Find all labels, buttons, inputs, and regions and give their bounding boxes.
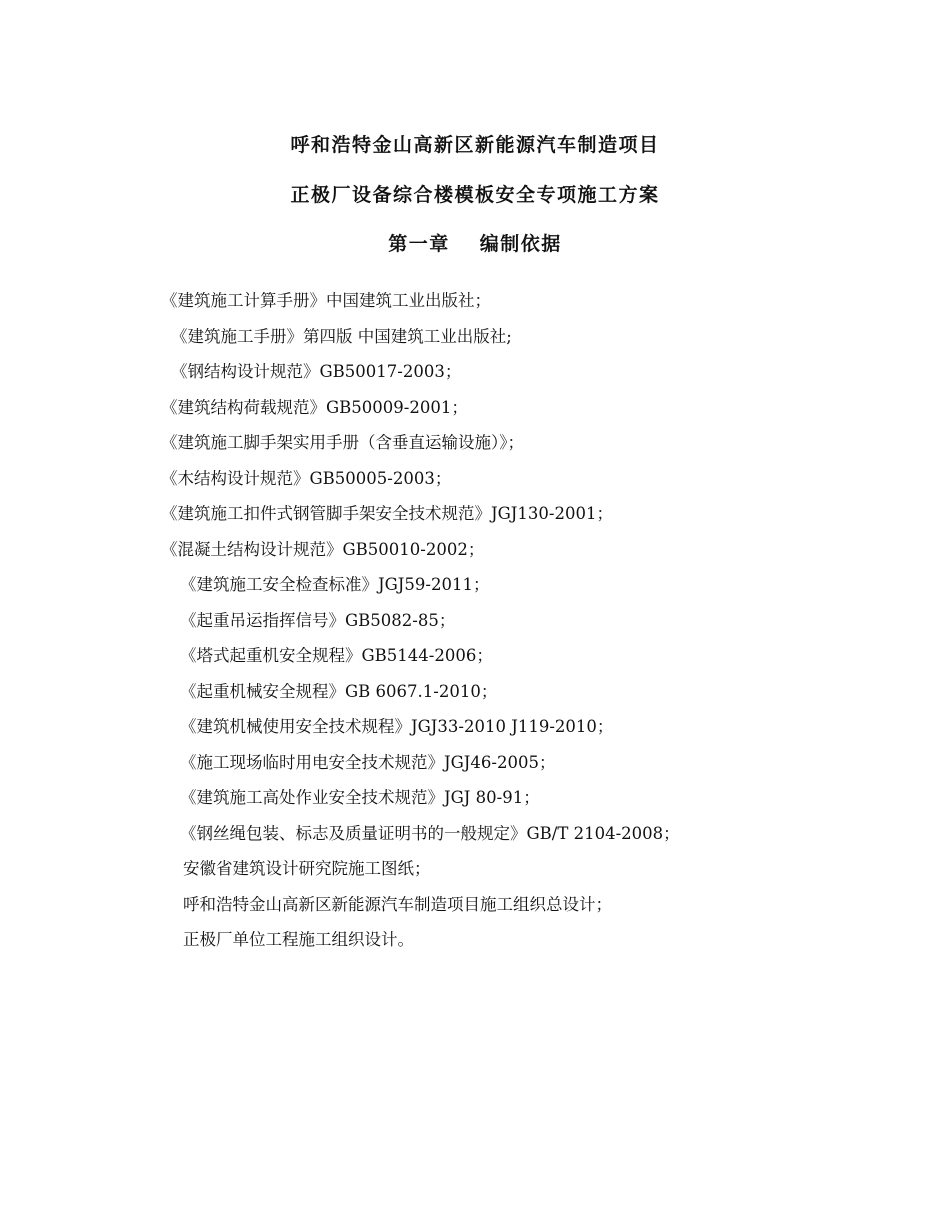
reference-item: 《起重吊运指挥信号》GB5082-85； [180,610,456,630]
chapter-number: 第一章 [388,233,450,255]
reference-item: 《建筑施工扣件式钢管脚手架安全技术规范》JGJ130-2001； [161,504,613,523]
reference-item: 《建筑机械使用安全技术规程》JGJ33-2010 J119-2010； [180,717,614,736]
reference-item: 《混凝土结构设计规范》GB50010-2002； [161,539,485,559]
reference-item: 《施工现场临时用电安全技术规范》JGJ46-2005； [180,752,556,772]
reference-item: 《建筑结构荷载规范》GB50009-2001； [161,397,468,417]
reference-item: 《塔式起重机安全规程》GB5144-2006； [180,646,493,665]
reference-item: 《建筑施工脚手架实用手册（含垂直运输设施）》； [161,433,524,452]
reference-item: 《钢结构设计规范》GB50017-2003； [171,362,462,381]
reference-item: 《起重机械安全规程》GB 6067.1-2010； [180,681,498,701]
chapter-heading [0,229,950,256]
reference-item: 安徽省建筑设计研究院施工图纸； [183,859,431,878]
reference-item: 呼和浩特金山高新区新能源汽车制造项目施工组织总设计； [183,894,612,914]
reference-item: 《钢丝绳包装、标志及质量证明书的一般规定》GB/T 2104-2008； [180,823,680,843]
plan-title: 正极厂设备综合楼模板安全专项施工方案 [290,184,660,206]
reference-item: 《建筑施工高处作业安全技术规范》JGJ 80-91； [180,788,540,807]
project-title: 呼和浩特金山高新区新能源汽车制造项目 [290,134,660,156]
reference-item: 《建筑施工安全检查标准》JGJ59-2011； [180,575,490,594]
reference-item: 《建筑施工手册》第四版 中国建筑工业出版社; [171,326,512,346]
reference-item: 正极厂单位工程施工组织设计。 [183,930,414,949]
chapter-title: 编制依据 [479,233,562,255]
reference-list [0,288,950,963]
reference-item: 《建筑施工计算手册》中国建筑工业出版社； [161,291,491,310]
reference-item: 《木结构设计规范》GB50005-2003； [161,468,452,488]
